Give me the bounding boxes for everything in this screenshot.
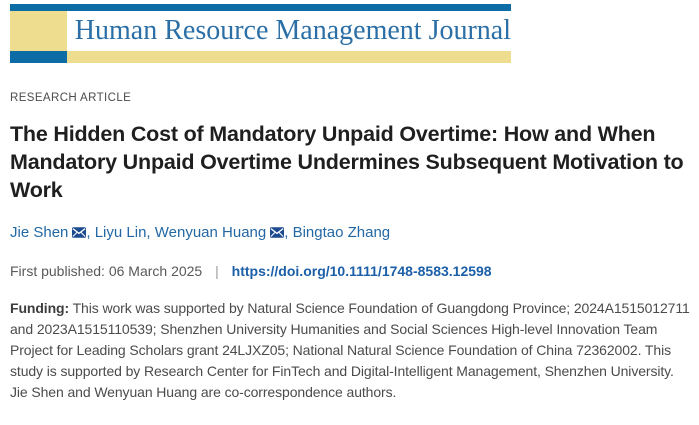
first-published-label: First published: — [10, 263, 105, 279]
correspondence-note: Jie Shen and Wenyuan Huang are co-correspondence authors. — [10, 384, 397, 400]
author-separator: , — [146, 224, 155, 241]
author-separator: , — [284, 224, 293, 241]
author-link[interactable]: Wenyuan Huang — [154, 224, 267, 241]
author-separator: , — [86, 224, 95, 241]
journal-title-link[interactable]: Human Resource Management Journal — [74, 15, 511, 46]
email-icon[interactable] — [270, 227, 284, 238]
author-list — [10, 224, 692, 242]
funding-paragraph — [10, 298, 692, 382]
author-link[interactable]: Bingtao Zhang — [292, 224, 391, 241]
banner-title-area — [67, 11, 511, 51]
page-title: The Hidden Cost of Mandatory Unpaid Overtime: How and When Mandatory Unpaid Overtime Undermines Subsequent Motivation to Work — [10, 122, 684, 202]
journal-banner — [10, 4, 511, 63]
publication-row — [10, 263, 692, 279]
funding-section — [10, 298, 692, 403]
banner-yellow-bar — [67, 51, 511, 63]
banner-top-bar — [10, 4, 511, 11]
banner-yellow-block — [10, 11, 67, 51]
funding-text: This work was supported by Natural Science Foundation of Guangdong Province; 2024A1515012711 and 2023A1515110539; Shenzhen University Humanities and Social Sciences High-level Innovation Team Project for Leading Scholars grant 24LJXZ05; National Natural Science Foundation of China 72362002. This study is supported by Research Center for FinTech and Digital-Intelligent Management, Shenzhen University. — [10, 300, 690, 379]
doi-link[interactable]: https://doi.org/10.1111/1748-8583.12598 — [231, 263, 492, 279]
article-header — [10, 63, 692, 403]
banner-blue-block — [10, 51, 67, 63]
author-link[interactable]: Liyu Lin — [94, 224, 147, 241]
article-type-label: RESEARCH ARTICLE — [10, 92, 132, 104]
separator: | — [215, 263, 219, 279]
first-published-date: 06 March 2025 — [108, 263, 203, 279]
email-icon[interactable] — [72, 227, 86, 238]
author-link[interactable]: Jie Shen — [10, 224, 69, 241]
funding-label: Funding: — [10, 300, 70, 316]
